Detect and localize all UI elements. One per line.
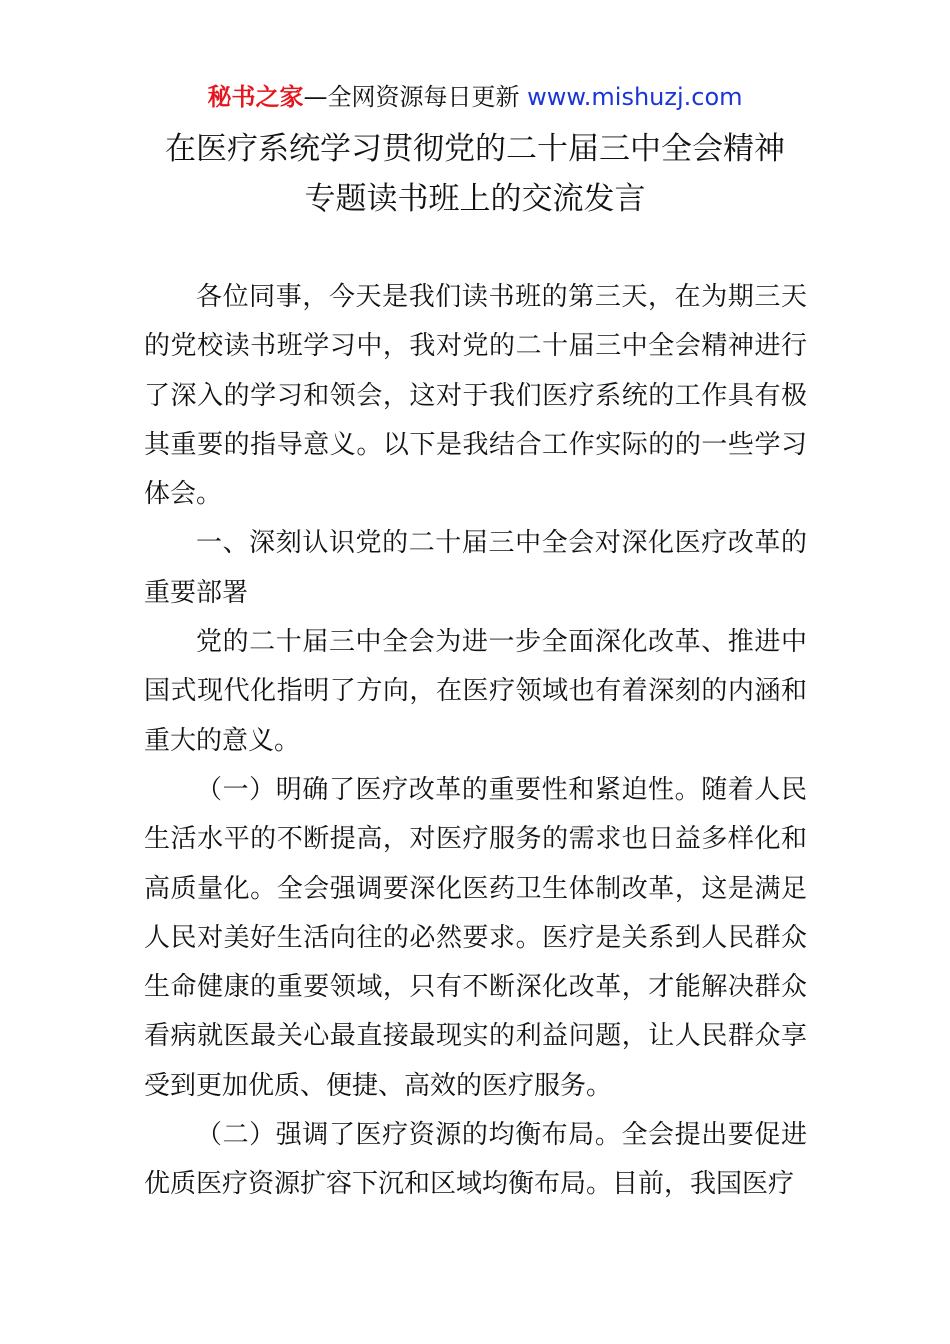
- paragraph-point-2: （二）强调了医疗资源的均衡布局。全会提出要促进优质医疗资源扩容下沉和区域均衡布局。目前，我国医疗: [144, 1120, 807, 1200]
- document-title: [0, 124, 950, 224]
- paragraph-point-1: （一）明确了医疗改革的重要性和紧迫性。随着人民生活水平的不断提高，对医疗服务的需求也日益多样化和高质量化。全会强调要深化医药卫生体制改革，这是满足人民对美好生活向往的必然要求。医疗是关系到人民群众生命健康的重要领域，只有不断深化改革，才能解决群众看病就医最关心最直接最现实的利益问题，让人民群众享受到更加优质、便捷、高效的医疗服务。: [144, 774, 807, 1101]
- site-url-link[interactable]: www.mishuzj.com: [527, 83, 743, 111]
- document-title-line-2: 专题读书班上的交流发言: [304, 181, 646, 217]
- paragraph-section-1-intro: 党的二十届三中全会为进一步全面深化改革、推进中国式现代化指明了方向，在医疗领域也有着深刻的内涵和重大的意义。: [144, 627, 807, 756]
- site-header: [0, 80, 950, 114]
- paragraph-opening: 各位同事，今天是我们读书班的第三天，在为期三天的党校读书班学习中，我对党的二十届三中全会精神进行了深入的学习和领会，这对于我们医疗系统的工作具有极其重要的指导意义。以下是我结合工作实际的的一些学习体会。: [144, 282, 807, 510]
- document-body: [144, 273, 807, 1210]
- document-title-line-1: 在医疗系统学习贯彻党的二十届三中全会精神: [165, 131, 785, 167]
- section-heading-1: 一、深刻认识党的二十届三中全会对深化医疗改革的重要部署: [144, 528, 807, 608]
- site-brand: 秘书之家: [207, 83, 304, 111]
- site-tagline: —全网资源每日更新: [303, 83, 528, 111]
